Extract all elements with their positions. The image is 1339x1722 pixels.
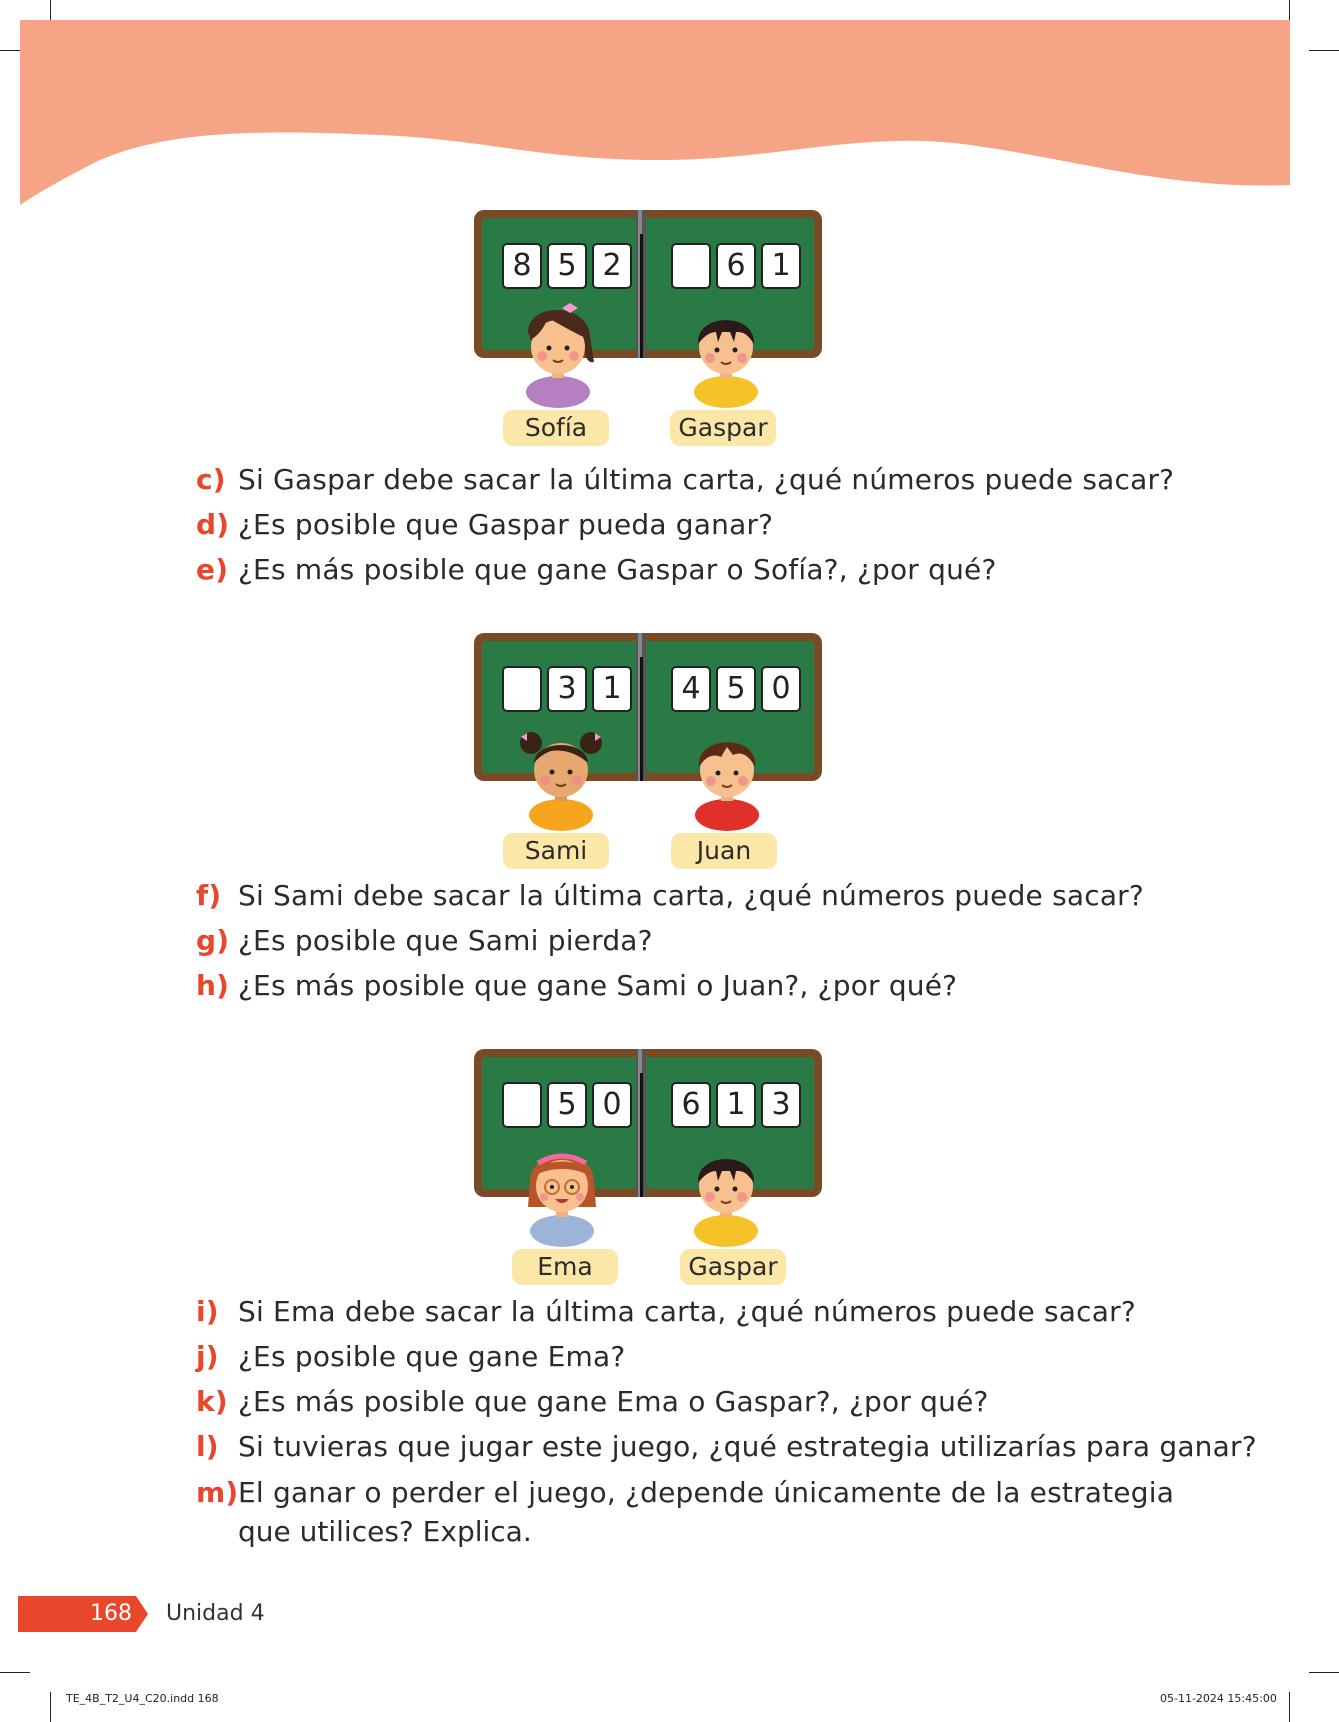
- crop-mark: [0, 1672, 30, 1673]
- date-slug: 05-11-2024 15:45:00: [1160, 1692, 1277, 1705]
- girl-with-glasses-avatar-icon: [502, 1131, 622, 1251]
- card-scene-2: [0, 633, 1339, 893]
- blank-card: [671, 243, 711, 289]
- right-cards: [671, 243, 801, 289]
- question-j: j) ¿Es posible que gane Ema?: [196, 1340, 626, 1373]
- number-card: 1: [592, 666, 632, 712]
- number-card: 8: [502, 243, 542, 289]
- number-card: 3: [547, 666, 587, 712]
- question-e: e) ¿Es más posible que gane Gaspar o Sofía?, ¿por qué?: [196, 553, 997, 586]
- girl-avatar-icon: [501, 715, 621, 835]
- question-f: f) Si Sami debe sacar la última carta, ¿qué números puede sacar?: [196, 879, 1144, 912]
- board-hinge: [636, 210, 646, 358]
- crop-mark: [1309, 50, 1339, 51]
- name-tag: Sami: [503, 833, 609, 869]
- question-l: l) Si tuvieras que jugar este juego, ¿qué estrategia utilizarías para ganar?: [196, 1430, 1257, 1463]
- number-card: 5: [716, 666, 756, 712]
- unit-label: Unidad 4: [166, 1601, 265, 1626]
- number-card: 3: [761, 1082, 801, 1128]
- number-card: 5: [547, 243, 587, 289]
- number-card: 1: [716, 1082, 756, 1128]
- number-card: 1: [761, 243, 801, 289]
- question-h: h) ¿Es más posible que gane Sami o Juan?, ¿por qué?: [196, 969, 958, 1002]
- number-card: 6: [716, 243, 756, 289]
- question-i: i) Si Ema debe sacar la última carta, ¿qué números puede sacar?: [196, 1295, 1136, 1328]
- question-k: k) ¿Es más posible que gane Ema o Gaspar?, ¿por qué?: [196, 1385, 989, 1418]
- top-banner: [20, 20, 1290, 210]
- question-m-continuation: que utilices? Explica.: [238, 1515, 532, 1548]
- number-card: 0: [761, 666, 801, 712]
- board-hinge: [636, 1049, 646, 1197]
- question-m: m)El ganar o perder el juego, ¿depende únicamente de la estrategia: [196, 1476, 1175, 1509]
- crop-mark: [1309, 1672, 1339, 1673]
- blank-card: [502, 666, 542, 712]
- crop-mark: [50, 1692, 51, 1722]
- page-number: 168: [90, 1601, 132, 1626]
- question-c: c) Si Gaspar debe sacar la última carta, ¿qué números puede sacar?: [196, 463, 1175, 496]
- question-g: g) ¿Es posible que Sami pierda?: [196, 924, 653, 957]
- left-cards: [502, 243, 632, 289]
- number-card: 5: [547, 1082, 587, 1128]
- left-cards: [502, 1082, 632, 1128]
- left-cards: [502, 666, 632, 712]
- right-cards: [671, 666, 801, 712]
- number-card: 6: [671, 1082, 711, 1128]
- board-hinge: [636, 633, 646, 781]
- boy-avatar-icon: [667, 715, 787, 835]
- number-card: 2: [592, 243, 632, 289]
- file-slug: TE_4B_T2_U4_C20.indd 168: [66, 1692, 219, 1705]
- card-scene-1: [0, 210, 1339, 470]
- girl-avatar-icon: [498, 292, 618, 412]
- right-cards: [671, 1082, 801, 1128]
- question-d: d) ¿Es posible que Gaspar pueda ganar?: [196, 508, 774, 541]
- number-card: 0: [592, 1082, 632, 1128]
- name-tag: Gaspar: [670, 410, 776, 446]
- name-tag: Gaspar: [680, 1249, 786, 1285]
- blank-card: [502, 1082, 542, 1128]
- name-tag: Ema: [512, 1249, 618, 1285]
- crop-mark: [1289, 1692, 1290, 1722]
- name-tag: Juan: [671, 833, 777, 869]
- boy-avatar-icon: [666, 1131, 786, 1251]
- card-scene-3: [0, 1049, 1339, 1309]
- boy-avatar-icon: [666, 292, 786, 412]
- name-tag: Sofía: [503, 410, 609, 446]
- number-card: 4: [671, 666, 711, 712]
